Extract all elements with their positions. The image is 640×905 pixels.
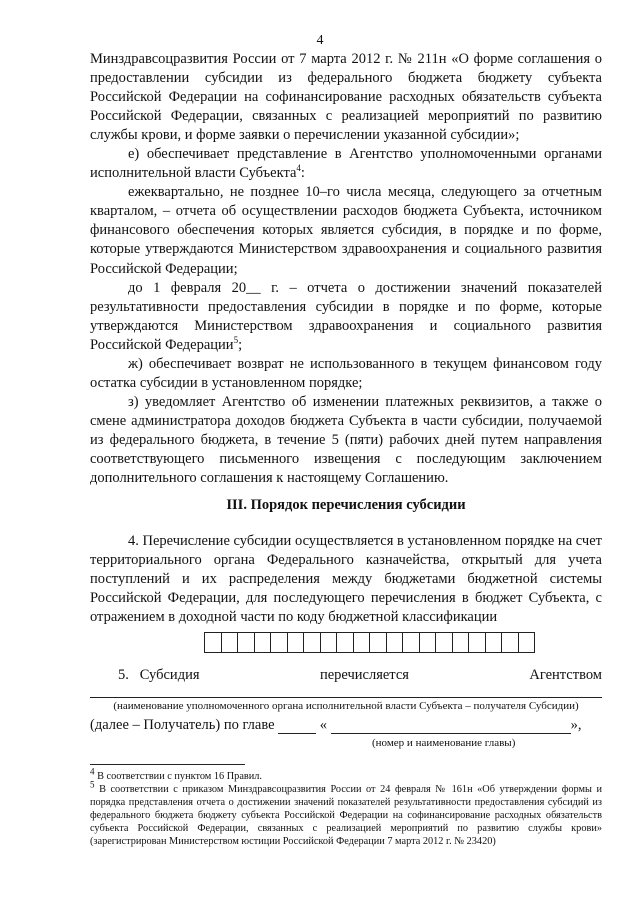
- section-4-text: 4. Перечисление субсидии осуществляется в установленном порядке на счет территориального органа Федерального казначейства, открытый для учета поступлений и их распределения между бюджетами бюджетной системы Российской Федерации, для последующего перечисления в бюджет Субъекта, с отражением в доходной части по коду бюджетной классификации: [90, 533, 602, 625]
- paragraph-e: е) обеспечивает представление в Агентство уполномоченными органами исполнительной власти Субъекта$^4$:: [90, 146, 602, 182]
- item-5-number: 5.: [118, 667, 129, 683]
- body-text: [90, 50, 602, 488]
- footnote-ref-4: 4: [296, 163, 301, 174]
- code-box: [221, 632, 239, 653]
- paragraph-continuation: Минздравсоцразвития России от 7 марта 2012 г. № 211н «О форме соглашения о предоставлении субсидии из федерального бюджета бюджету субъекта Российской Федерации на софинансирование расходных обязательств субъекта Российской Федерации, связанных с реализацией мероприятий по развитию службы крови, и форме заявки о перечислении указанной субсидии»;: [90, 51, 602, 144]
- chapter-name-blank: [331, 719, 571, 734]
- code-box: [419, 632, 437, 653]
- recipient-caption: (наименование уполномоченного органа исполнительной власти Субъекта – получателя Субсидии): [113, 700, 579, 712]
- code-box: [485, 632, 503, 653]
- code-box: [518, 632, 536, 653]
- recipient-blank-line: [90, 697, 602, 698]
- code-box: [435, 632, 453, 653]
- budget-code-boxes: [204, 632, 534, 653]
- code-box: [386, 632, 404, 653]
- code-box: [468, 632, 486, 653]
- code-box: [336, 632, 354, 653]
- code-box: [369, 632, 387, 653]
- chapter-line: (далее – Получатель) по главе « »,: [90, 717, 582, 733]
- code-box: [270, 632, 288, 653]
- page-number: 4: [316, 33, 324, 48]
- code-box: [254, 632, 272, 653]
- paragraph-quarterly: ежеквартально, не позднее 10–го числа месяца, следующего за отчетным кварталом, – отчета об осуществлении расходов бюджета Субъекта, источником финансового обеспечения которых является субсидия, в порядке и по форме, которые утверждаются Министерством здравоохранения и социального развития Российской Федерации;: [90, 184, 602, 277]
- footnote-4: $^4$ В соответствии с пунктом 16 Правил.: [90, 766, 262, 782]
- footnote-separator: [90, 764, 245, 765]
- item-5-word-agency: Агентством: [529, 667, 602, 683]
- footnotes: [90, 766, 603, 848]
- item-5-word-transfer: перечисляется: [319, 667, 409, 683]
- code-box: [237, 632, 255, 653]
- code-box: [287, 632, 305, 653]
- code-box: [303, 632, 321, 653]
- chapter-caption: (номер и наименование главы): [372, 737, 516, 749]
- item-5-line: [90, 667, 602, 684]
- code-box: [320, 632, 338, 653]
- code-box: [204, 632, 222, 653]
- code-box: [353, 632, 371, 653]
- code-box: [501, 632, 519, 653]
- paragraph-z: з) уведомляет Агентство об изменении платежных реквизитов, а также о смене администратора доходов бюджета Субъекта в части субсидии, получаемой из федерального бюджета, в течение 5 (пяти) рабочих дней путем направления соответствующего письменного извещения с последующим заключением дополнительного соглашения к настоящему Соглашению.: [90, 393, 602, 487]
- footnote-ref-5: 5: [233, 334, 239, 345]
- footnote-5: $^5$ В соответствии с приказом Минздравсоцразвития России от 24 февраля № 161н «Об утверждении формы и порядка представления отчета о достижении значений показателей результативности предоставления субсидий из федерального бюджета бюджету субъекта Российской Федерации на софинансирование расходных обязательств субъекта Российской Федерации, связанных с реализацией мероприятий по развитию службы крови» (зарегистрирован Министерством юстиции Российской Федерации 7 марта 2012 г. № 23420): [90, 779, 603, 847]
- section-heading: III. Порядок перечисления субсидии: [226, 497, 466, 513]
- code-box: [452, 632, 470, 653]
- paragraph-zh: ж) обеспечивает возврат не использованного в текущем финансовом году остатка субсидии в установленном порядке;: [90, 355, 602, 391]
- paragraph-february: до 1 февраля 20__ г. – отчета о достижении значений показателей результативности предоставления субсидии в порядке и по форме, которые утверждаются Министерством здравоохранения и социального развития Российской Федерации$^5$;: [90, 279, 602, 353]
- item-5-word-subsidy: Субсидия: [139, 667, 200, 683]
- code-box: [402, 632, 420, 653]
- chapter-number-blank: [278, 719, 316, 734]
